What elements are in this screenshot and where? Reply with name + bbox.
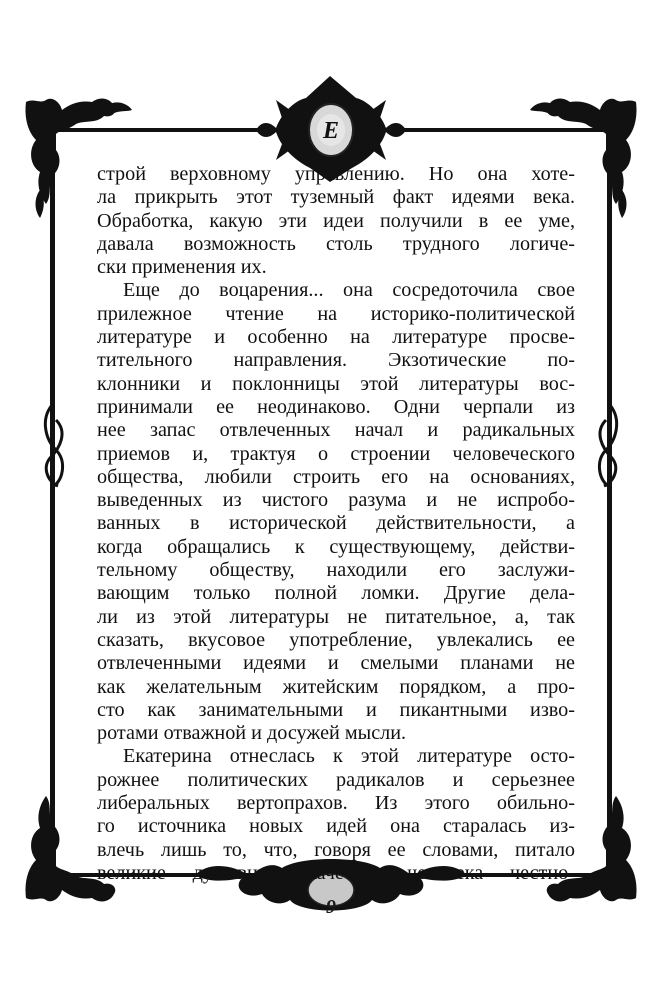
body-text <box>97 163 575 885</box>
text-line: влечь лишь то, что, говоря ее словами, питало <box>97 838 575 861</box>
text-line: тительного направления. Экзотические по- <box>97 349 575 372</box>
text-line: ла прикрыть этот туземный факт идеями века. <box>97 186 575 209</box>
paragraph-2 <box>97 279 575 745</box>
text-line: рожнее политических радикалов и серьезнее <box>97 768 575 791</box>
text-line: сказать, вкусовое употребление, увлекались ее <box>97 628 575 651</box>
text-line: Обработка, какую эти идеи получили в ее уме, <box>97 209 575 232</box>
text-line: либеральных вертопрахов. Из этого обильно- <box>97 792 575 815</box>
text-line: клонники и поклонницы этой литературы вос- <box>97 372 575 395</box>
text-line: ли из этой литературы не питательное, а, так <box>97 605 575 628</box>
text-line: ски применения их. <box>97 256 267 279</box>
text-line: тельному обществу, находили его заслужи- <box>97 559 575 582</box>
paragraph-1 <box>97 163 575 279</box>
medallion-letter: E <box>322 118 340 144</box>
text-line: сто как занимательными и пикантными изво- <box>97 698 575 721</box>
paragraph-3 <box>97 745 575 885</box>
text-line: вающим только полной ломки. Другие дела- <box>97 582 575 605</box>
text-line: Еще до воцарения... она сосредоточила свое <box>123 279 575 302</box>
text-line: Екатерина отнеслась к этой литературе осто- <box>123 745 575 768</box>
text-line: го источника новых идей она старалась из- <box>97 815 575 838</box>
text-line: как желательным житейским порядком, а про- <box>97 675 575 698</box>
text-line: давала возможность столь трудного логиче- <box>97 232 575 255</box>
text-line: великие душевные качества человека честно- <box>97 861 575 884</box>
text-line: ротами отважной и досужей мысли. <box>97 722 407 745</box>
text-line: приемов и, трактуя о строении человеческого <box>97 442 575 465</box>
text-line: ванных в исторической действительности, а <box>97 512 575 535</box>
text-line: строй верховному управлению. Но она хоте- <box>97 163 575 185</box>
text-line: отвлеченными идеями и смелыми планами не <box>97 652 575 675</box>
text-line: литературе и особенно на литературе просве- <box>97 326 575 349</box>
text-line: общества, любили строить его на основаниях, <box>97 465 575 488</box>
text-line: нее запас отвлеченных начал и радикальных <box>97 419 575 442</box>
text-line: выведенных из чистого разума и не испробо- <box>97 489 575 512</box>
text-line: прилежное чтение на историко-политической <box>97 302 575 325</box>
text-line: принимали ее неодинаково. Одни черпали из <box>97 395 575 418</box>
page-number: 9 <box>326 896 336 918</box>
text-line: когда обращались к существующему, действи- <box>97 535 575 558</box>
